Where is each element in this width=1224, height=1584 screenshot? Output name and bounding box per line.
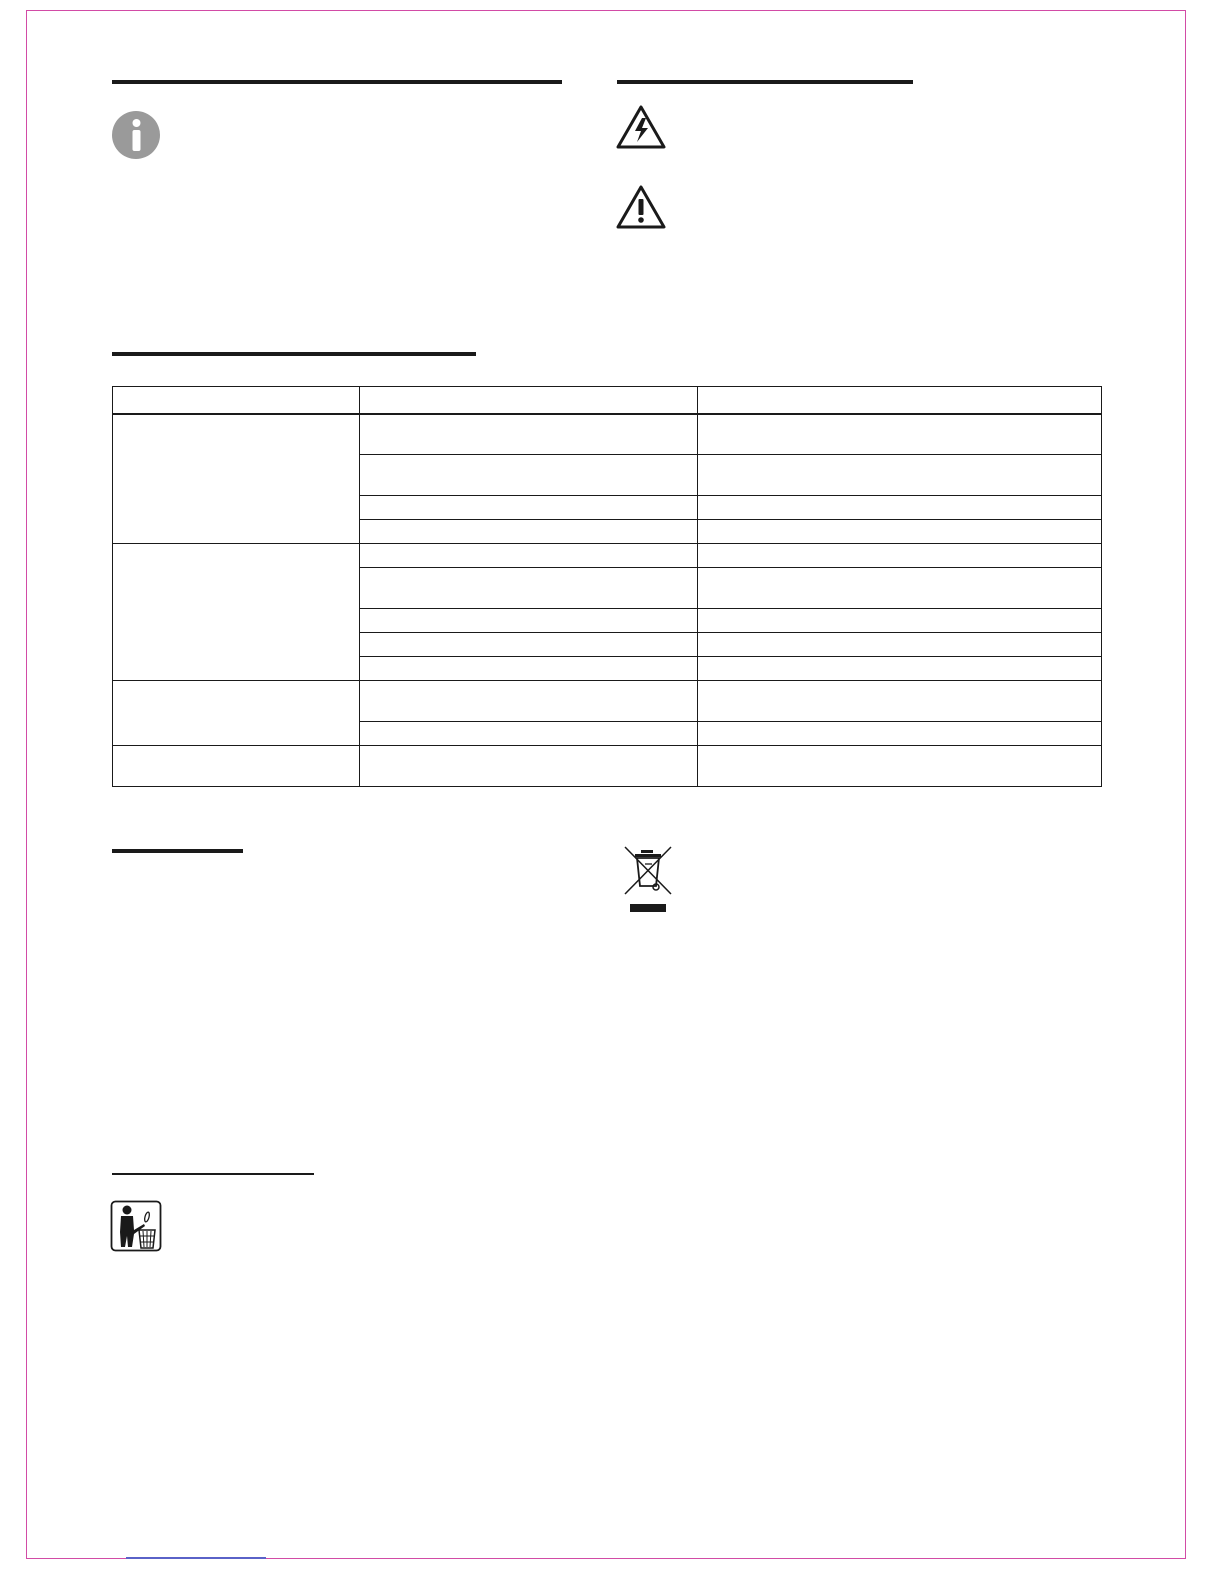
caution-icon [615, 184, 667, 230]
table-cell [360, 568, 698, 609]
table-cell [698, 568, 1102, 609]
table-cell [360, 544, 698, 568]
table-cell [360, 520, 698, 544]
table-cell [698, 544, 1102, 568]
section-rule-section4 [112, 849, 243, 853]
info-icon [111, 110, 161, 160]
table-header-row [113, 387, 1102, 414]
table-row [113, 681, 1102, 722]
section-rule-info [112, 80, 562, 84]
table-cell [698, 520, 1102, 544]
table-cell [698, 414, 1102, 455]
table-cell [360, 681, 698, 722]
section-rule-table [112, 352, 476, 356]
table-cell [360, 455, 698, 496]
table-group-label [113, 681, 360, 746]
table-group-label [113, 414, 360, 544]
footer-rule [126, 1557, 266, 1559]
spec-table [112, 386, 1102, 787]
table-row [113, 414, 1102, 455]
table-group-label [113, 746, 360, 787]
dispose-properly-icon [110, 1200, 162, 1252]
table-cell [698, 609, 1102, 633]
crossed-out-bin-icon [622, 844, 674, 916]
table-cell [698, 746, 1102, 787]
table-cell [698, 496, 1102, 520]
table-group-label [113, 544, 360, 681]
table-cell [698, 455, 1102, 496]
table-cell [698, 633, 1102, 657]
table-cell [360, 657, 698, 681]
table-cell [698, 681, 1102, 722]
table-header-cell [698, 387, 1102, 414]
table-cell [360, 414, 698, 455]
section-rule-disposal [112, 1173, 314, 1175]
table-header-cell [360, 387, 698, 414]
table-cell [698, 657, 1102, 681]
section-rule-safety [617, 80, 913, 84]
table-row [113, 746, 1102, 787]
table-row [113, 544, 1102, 568]
table-cell [360, 609, 698, 633]
table-cell [360, 496, 698, 520]
table-cell [360, 746, 698, 787]
table-header-cell [113, 387, 360, 414]
electric-hazard-icon [615, 104, 667, 150]
table-cell [360, 633, 698, 657]
table-cell [360, 722, 698, 746]
table-cell [698, 722, 1102, 746]
